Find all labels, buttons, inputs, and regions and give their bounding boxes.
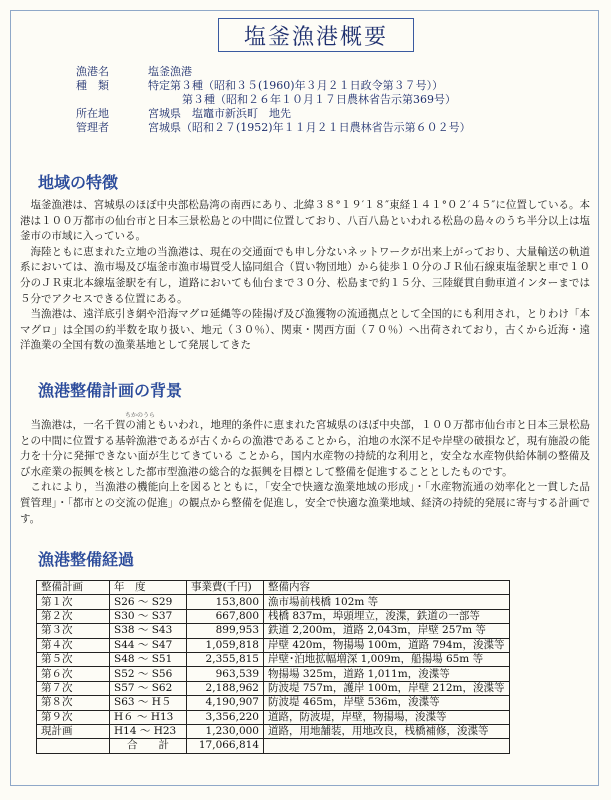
cell-years: H６ ～ H13	[110, 710, 187, 724]
cell-plan: 第５次	[37, 652, 110, 666]
header-content: 整備内容	[264, 581, 510, 595]
cell-plan: 第６次	[37, 667, 110, 681]
cell-cost: 1,059,818	[187, 638, 264, 652]
table-row	[37, 696, 510, 710]
cell-cost: 4,190,907	[187, 696, 264, 710]
section-title-background: 漁港整備計画の背景	[38, 381, 183, 400]
cell-years: S57 ～ S62	[110, 681, 187, 695]
table-row	[37, 595, 510, 609]
manager-value: 宮城県（昭和２７(1952)年１１月２１日農林省告示第６０２号）	[148, 121, 471, 134]
total-label: 合 計	[110, 739, 187, 753]
header-plan: 整備計画	[37, 581, 110, 595]
cell-years: S30 ～ S37	[110, 609, 187, 623]
type-value-1: 特定第３種（昭和３５(1960)年３月２１日政令第３７号））	[148, 79, 444, 92]
cell-years: S48 ～ S51	[110, 652, 187, 666]
harbor-info	[76, 65, 471, 135]
region-paragraph-2: 海陸ともに恵まれた立地の当漁港は、現在の交通面でも申し分ないネットワークが出来上がっており、大量輸送の軌道系においては、漁市場及び塩釜市漁市場買受人協同組合（買い物団地）から徒歩１０分のＪＲ仙石線東塩釜駅と車で１０分のＪＲ東北本線塩釜駅を有し，道路においても仙台まで３０分、松島まで約１５分、三陸縦貫自動車道インターまでは５分でアクセスできる位置にある。	[20, 245, 590, 305]
region-paragraph-1: 塩釜漁港は、宮城県のほぼ中央部松島湾の南西にあり、北緯３８°１９′１８″東経１４１°０２′４５″に位置している。本港は１００万都市の仙台市と日本三景松島との中間に位置しており、八百八島といわれる松島の島々のうち半分以上は塩釜市の市域に入っている。	[20, 199, 590, 243]
cell-plan: 第９次	[37, 710, 110, 724]
background-paragraph-2: これにより，当漁港の機能向上を図るとともに，「安全で快適な漁業地域の形成」・「水産物流通の効率化と一貫した品質管理」・「都市との交流の促進」の観点から整備を促進し，安全で快適な漁業地域、経済の持続的発展に寄与する計画です。	[20, 481, 590, 525]
cell-plan: 現計画	[37, 724, 110, 738]
table-row	[37, 624, 510, 638]
type-value-2: 第３種（昭和２６年１０月１７日農林省告示第369号）	[182, 93, 456, 106]
cell-plan: 第２次	[37, 609, 110, 623]
cell-content: 防波堤 757m，護岸 100m，岸壁 212m，浚渫等	[264, 681, 510, 695]
table-row	[37, 638, 510, 652]
cell-content: 鉄道 2,200m，道路 2,043m，岸壁 257m 等	[264, 624, 510, 638]
cell-cost: 2,355,815	[187, 652, 264, 666]
cell-plan: 第３次	[37, 624, 110, 638]
location-label: 所在地	[76, 107, 109, 120]
page-title: 塩釜漁港概要	[218, 18, 414, 52]
cell-years: S63 ～ H５	[110, 696, 187, 710]
cell-cost: 153,800	[187, 595, 264, 609]
header-years: 年 度	[110, 581, 187, 595]
location-value: 宮城県 塩竈市新浜町 地先	[148, 107, 291, 120]
cell-content: 物揚場 325m，道路 1,011m，浚渫等	[264, 667, 510, 681]
ruby-text: ちかのうら	[125, 412, 156, 419]
cell-cost: 1,230,000	[187, 724, 264, 738]
table-row	[37, 609, 510, 623]
region-text	[20, 198, 590, 354]
table-row	[37, 667, 510, 681]
cell-content: 防波堤 465m，岸壁 536m，浚渫等	[264, 696, 510, 710]
background-text	[20, 418, 590, 527]
history-table	[36, 580, 510, 754]
table-row	[37, 681, 510, 695]
cell-content: 桟橋 837m，埠頭埋立，浚渫，鉄道の一部等	[264, 609, 510, 623]
cell-content: 漁市場前桟橋 102m 等	[264, 595, 510, 609]
cell-content: 岸壁 420m，物揚場 100m，道路 794m，浚渫等	[264, 638, 510, 652]
table-row	[37, 652, 510, 666]
cell-plan: 第７次	[37, 681, 110, 695]
name-label: 漁港名	[76, 65, 109, 78]
manager-label: 管理者	[76, 121, 109, 134]
type-label: 種 類	[76, 79, 109, 92]
cell-years: S44 ～ S47	[110, 638, 187, 652]
cell-cost: 963,539	[187, 667, 264, 681]
cell-plan: 第８次	[37, 696, 110, 710]
cell-cost: 3,356,220	[187, 710, 264, 724]
table-total-row	[37, 739, 510, 753]
cell-years: S38 ～ S43	[110, 624, 187, 638]
cell-years: H14 ～ H23	[110, 724, 187, 738]
cell-content: 道路，用地舗装，用地改良，桟橋補修，浚渫等	[264, 724, 510, 738]
region-paragraph-3: 当漁港は、遠洋底引き網や沿海マグロ延縄等の陸揚げ及び漁獲物の流通拠点として全国的にも利用され，とりわけ「本マグロ」は全国の約半数を取り扱い、地元（３０％）、関東・関西方面（７０％）へ出荷されており，古くから近海・遠洋漁業の全国有数の漁業基地として発展してきた	[20, 308, 590, 352]
cell-years: S52 ～ S56	[110, 667, 187, 681]
cell-cost: 2,188,962	[187, 681, 264, 695]
table-header-row	[37, 581, 510, 595]
cell-cost: 667,800	[187, 609, 264, 623]
cell-cost: 899,953	[187, 624, 264, 638]
section-title-history: 漁港整備経過	[38, 550, 135, 569]
cell-plan: 第４次	[37, 638, 110, 652]
table-row	[37, 724, 510, 738]
total-value: 17,066,814	[187, 739, 264, 753]
table-row	[37, 710, 510, 724]
background-paragraph-1: 当漁港は，一名千賀の浦ともいわれ，地理的条件に恵まれた宮城県のほぼ中央部，１００万都市仙台市と日本三景松島との中間に位置する基幹漁港であるが古くからの漁港であることから，泊地の水深不足や岸壁の破損など，現有施設の能力を十分に発揮できない面が生じてきている ことから，国内水産物の持続的な利用と，安全な水産物供給体制の整備及び水産業の振興を核とした都市型漁港の総合的な振興を目標として整備を促進することとしたものです。	[20, 419, 590, 478]
cell-content: 道路，防波堤，岸壁，物揚場，浚渫等	[264, 710, 510, 724]
name-value: 塩釜漁港	[148, 65, 192, 78]
section-title-region: 地域の特徴	[38, 173, 119, 192]
header-cost: 事業費(千円)	[187, 581, 264, 595]
cell-content: 岸壁･泊地拡幅増深 1,009m，船揚場 65m 等	[264, 652, 510, 666]
cell-plan: 第１次	[37, 595, 110, 609]
cell-years: S26 ～ S29	[110, 595, 187, 609]
